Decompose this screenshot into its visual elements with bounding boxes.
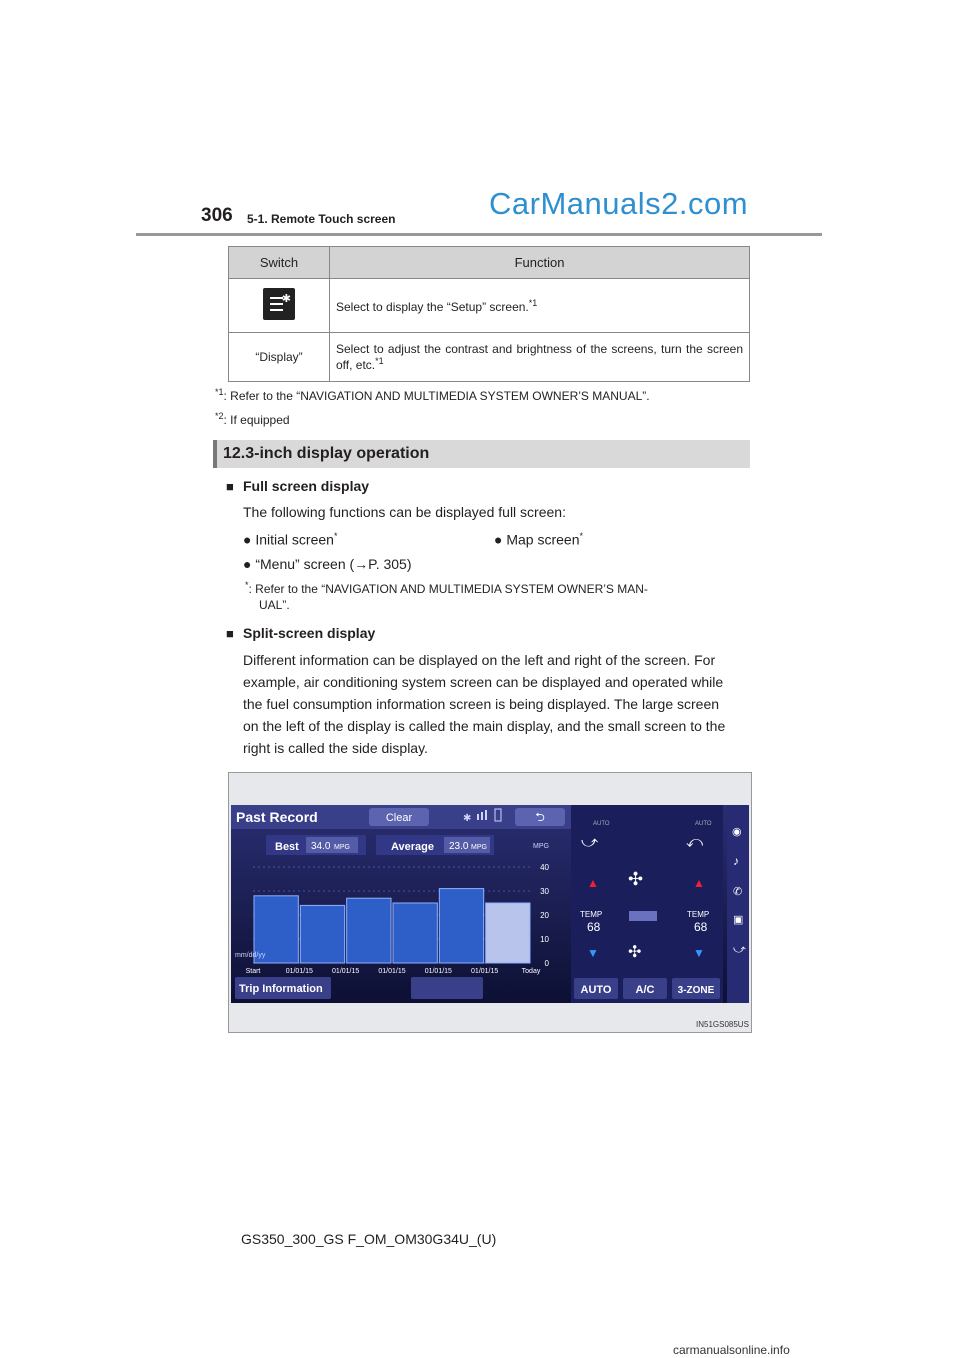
temp-up-icon[interactable]: ▲ — [693, 876, 705, 890]
footnote-ref: *1 — [528, 297, 538, 308]
temp-right-label: TEMP — [687, 910, 710, 919]
fan-icon: ✣ — [628, 869, 644, 889]
column-header-function: Function — [330, 247, 750, 279]
x-tick-label: Start — [245, 968, 261, 975]
temp-left-label: TEMP — [580, 910, 603, 919]
x-tick-label: 01/01/15 — [285, 968, 313, 975]
full-screen-note-cont: UAL”. — [259, 598, 290, 612]
zone-label: 3-ZONE — [677, 985, 715, 996]
display-screen-svg — [231, 805, 749, 1003]
temp-left-value: 68 — [587, 920, 601, 934]
setup-icon: ✱ — [263, 288, 295, 320]
split-screen-heading: Split-screen display — [243, 625, 376, 641]
function-text: Select to display the “Setup” screen. — [336, 299, 529, 314]
best-value: 34.0 — [311, 841, 331, 852]
chart-bar — [486, 903, 530, 963]
footnote-1: $^{*1}$: Refer to the “NAVIGATION AND MULTIMEDIA SYSTEM OWNER’S MANUAL”. — [215, 387, 650, 403]
screen-title: Past Record — [236, 809, 318, 825]
square-bullet-icon: ■ — [226, 626, 234, 641]
trip-information-label: Trip Information — [239, 983, 323, 995]
page-number: 306 — [201, 205, 233, 226]
fan-level-indicator — [629, 911, 657, 921]
display-frame — [231, 805, 749, 1003]
split-screen-body: Different information can be displayed on the left and right of the screen. For example, air conditioning system screen can be displayed and operated while the fuel consumption information screen is being displayed. The large screen on the left of the display is called the main display, and the small screen to the right is called the side display. — [243, 652, 726, 756]
music-icon: ♪ — [733, 854, 739, 868]
header-divider — [136, 233, 822, 236]
temp-right-value: 68 — [694, 920, 708, 934]
x-tick-label: 01/01/15 — [424, 968, 452, 975]
best-unit: MPG — [334, 844, 350, 851]
chart-bar — [347, 898, 391, 963]
image-code: IN51GS085US — [696, 1020, 749, 1029]
nav-icon: ◉ — [732, 826, 742, 838]
date-format-label: mm/dd/yy — [235, 952, 266, 959]
chart-bar — [393, 903, 437, 963]
bullet-icon: ● — [243, 556, 252, 572]
temp-down-icon[interactable]: ▼ — [587, 946, 599, 960]
y-tick-label: 40 — [540, 863, 549, 872]
list-item: ● Initial screen* — [243, 531, 338, 548]
chart-bar — [439, 889, 483, 963]
average-value: 23.0 — [449, 841, 469, 852]
auto-label: AUTO — [580, 984, 612, 996]
watermark-bottom[interactable]: carmanualsonline.info — [673, 1343, 790, 1357]
back-icon: ⮌ — [535, 810, 545, 824]
y-tick-label: 20 — [540, 911, 549, 920]
y-axis-unit: MPG — [533, 843, 549, 850]
function-text: Select to adjust the contrast and brightness of the screens, turn the screen off, etc. — [336, 342, 743, 372]
display-screenshot — [228, 772, 752, 1033]
square-bullet-icon: ■ — [226, 479, 234, 494]
ac-label: A/C — [635, 984, 655, 996]
function-cell — [330, 333, 750, 382]
y-tick-label: 0 — [544, 959, 549, 968]
average-label: Average — [391, 841, 435, 853]
list-item: ● Map screen* — [494, 531, 584, 548]
switch-cell — [229, 279, 330, 333]
chart-bar — [300, 905, 344, 963]
list-item: ● “Menu” screen (→P. 305) — [243, 556, 412, 572]
full-screen-note: *: Refer to the “NAVIGATION AND MULTIMEDIA SYSTEM OWNER’S MAN- — [245, 580, 648, 596]
subsection-accent — [213, 440, 217, 468]
switch-function-table — [228, 246, 750, 382]
full-screen-intro: The following functions can be displayed full screen: — [243, 504, 566, 520]
info-icon: ▣ — [733, 914, 744, 926]
full-screen-heading: Full screen display — [243, 478, 370, 494]
phone-icon: ✆ — [733, 886, 743, 898]
bluetooth-icon: ✱ — [463, 813, 472, 824]
y-tick-label: 30 — [540, 887, 549, 896]
section-title: 5-1. Remote Touch screen — [247, 212, 396, 226]
fan-icon: ✣ — [628, 944, 642, 961]
bullet-icon: ● — [494, 531, 503, 548]
update-button[interactable] — [411, 977, 483, 999]
x-tick-label: 01/01/15 — [332, 968, 360, 975]
footnote-2: $^{*2}$: If equipped — [215, 411, 290, 427]
temp-down-icon[interactable]: ▼ — [693, 946, 705, 960]
x-tick-label: 01/01/15 — [471, 968, 499, 975]
subsection-title: 12.3-inch display operation — [223, 445, 430, 462]
temp-up-icon[interactable]: ▲ — [587, 876, 599, 890]
best-label: Best — [275, 841, 299, 853]
airflow-icon: ⤻ — [581, 834, 599, 851]
auto-small-label: AUTO — [695, 821, 712, 827]
climate-icon: ⤻ — [733, 942, 746, 956]
auto-small-label: AUTO — [593, 821, 610, 827]
signal-icon — [477, 814, 479, 820]
bullet-icon: ● — [243, 531, 252, 548]
column-header-switch: Switch — [229, 247, 330, 279]
document-code: GS350_300_GS F_OM_OM30G34U_(U) — [241, 1231, 497, 1247]
x-tick-label: 01/01/15 — [378, 968, 406, 975]
airflow-icon: ⤺ — [686, 834, 704, 851]
clear-label: Clear — [385, 812, 413, 824]
y-tick-label: 10 — [540, 935, 549, 944]
footnote-ref: *1 — [375, 356, 384, 366]
watermark-top[interactable]: CarManuals2.com — [489, 186, 749, 221]
average-unit: MPG — [471, 844, 487, 851]
x-tick-label: Today — [521, 968, 541, 975]
function-cell — [330, 279, 750, 333]
switch-cell: “Display” — [229, 333, 330, 382]
